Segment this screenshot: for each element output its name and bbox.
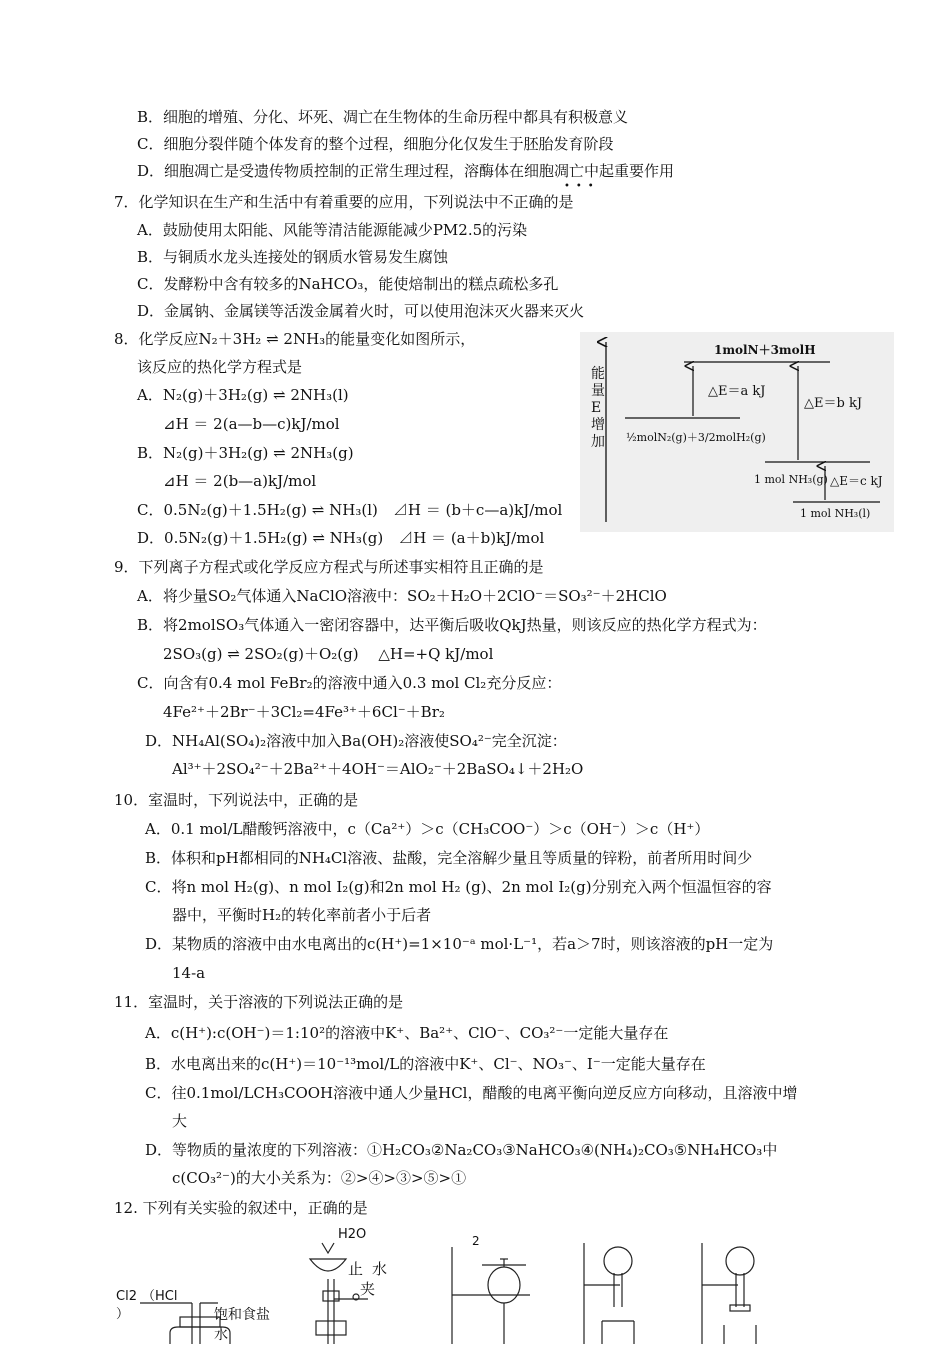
energy-axis-label: 能量E增加 [591, 366, 605, 450]
label-hcl: （HCl [142, 1289, 178, 1304]
q6-option-d: D．细胞凋亡是受遗传物质控制的正常生理过程，溶酶体在细胞凋亡中起重要作用 [137, 162, 675, 180]
label-delta-a: △E＝a kJ [708, 384, 766, 399]
label-clamp-1: 止 [348, 1260, 364, 1278]
q9-option-d-eq: Al³⁺＋2SO₄²⁻＋2Ba²⁺＋4OH⁻＝AlO₂⁻＋2BaSO₄↓＋2H₂O [172, 760, 584, 778]
label-nh3-gas: 1 mol NH₃(g) [754, 473, 828, 486]
flask-stand-2 [702, 1243, 756, 1344]
q10-option-c-cont: 器中，平衡时H₂的转化率前者小于后者 [172, 906, 432, 924]
q10-stem: 10．室温时，下列说法中，正确的是 [114, 791, 359, 809]
q9-option-a: A．将少量SO₂气体通入NaClO溶液中：SO₂＋H₂O＋2ClO⁻＝SO₃²⁻＋2HClO [137, 587, 667, 605]
q10-option-d: D．某物质的溶液中由水电离出的c(H⁺)=1×10⁻ᵃ mol·L⁻¹，若a＞7时，则该溶液的pH一定为 [145, 935, 774, 953]
label-clamp-3: 夹 [360, 1280, 376, 1298]
label-delta-c: △E＝c kJ [830, 474, 883, 488]
q6-option-b: B．细胞的增殖、分化、坏死、凋亡在生物体的生命历程中都具有积极意义 [137, 108, 629, 126]
label-h2o: H2O [338, 1227, 367, 1242]
q10-option-a: A．0.1 mol/L醋酸钙溶液中，c（Ca²⁺）＞c（CH₃COO⁻）＞c（OH⁻）＞c（H⁺） [145, 820, 710, 838]
q7-option-c: C．发酵粉中含有较多的NaHCO₃，能使焙制出的糕点疏松多孔 [137, 275, 559, 293]
q7-option-b: B．与铜质水龙头连接处的钢质水管易发生腐蚀 [137, 248, 449, 266]
label-paren: ） [116, 1307, 130, 1322]
apparatus-figures [110, 1225, 830, 1344]
label-num-2: 2 [472, 1234, 480, 1248]
q8-option-b-dh: ⊿H ＝ 2(b—a)kJ/mol [163, 472, 317, 490]
q11-option-d-cont: c(CO₃²⁻)的大小关系为：②>④>③>⑤>① [172, 1169, 467, 1187]
q11-stem: 11．室温时，关于溶液的下列说法正确的是 [114, 993, 404, 1011]
separatory-funnel-stand [452, 1247, 530, 1344]
q9-option-c: C．向含有0.4 mol FeBr₂的溶液中通入0.3 mol Cl₂充分反应： [137, 674, 562, 692]
q9-option-b: B．将2molSO₃气体通入一密闭容器中，达平衡后吸收QkJ热量，则该反应的热化学方程式为： [137, 616, 767, 634]
q7-stem: 7．化学知识在生产和生活中有着重要的应用，下列说法中不正确的是 [114, 193, 574, 211]
label-reactants: ½molN₂(g)＋3/2molH₂(g) [626, 431, 766, 444]
q9-stem: 9．下列离子方程式或化学反应方程式与所述事实相符且正确的是 [114, 558, 544, 576]
q11-option-d: D．等物质的量浓度的下列溶液：①H₂CO₃②Na₂CO₃③NaHCO₃④(NH₄)₂CO₃⑤NH₄HCO₃中 [145, 1141, 778, 1159]
q7-option-d: D．金属钠、金属镁等活泼金属着火时，可以使用泡沫灭火器来灭火 [137, 302, 585, 320]
q8-option-c: C．0.5N₂(g)＋1.5H₂(g) ⇌ NH₃(l) ⊿H ＝ (b＋c—a)kJ/mol [137, 501, 563, 519]
label-cl2: Cl2 [116, 1289, 137, 1304]
q10-option-d-cont: 14-a [172, 964, 206, 982]
label-brine: 饱和食盐 [214, 1307, 270, 1323]
q8-option-d: D．0.5N₂(g)＋1.5H₂(g) ⇌ NH₃(g) ⊿H ＝ (a＋b)kJ/mol [137, 529, 545, 547]
q8-option-b-eq: B．N₂(g)＋3H₂(g) ⇌ 2NH₃(g) [137, 444, 354, 462]
label-clamp-2: 水 [372, 1260, 388, 1278]
q8-stem-2: 该反应的热化学方程式是 [137, 358, 303, 376]
q12-stem: 12. 下列有关实验的叙述中，正确的是 [114, 1199, 368, 1217]
label-water: 水 [214, 1327, 228, 1343]
q11-option-c: C．往0.1mol/LCH₃COOH溶液中通人少量HCl，醋酸的电离平衡向逆反应方向移动，且溶液中增 [145, 1084, 798, 1102]
flask-stand-1 [584, 1243, 634, 1344]
q8-option-a-dh: ⊿H ＝ 2(a—b—c)kJ/mol [163, 415, 340, 433]
label-delta-b: △E＝b kJ [804, 396, 863, 411]
q8-option-a-eq: A．N₂(g)＋3H₂(g) ⇌ 2NH₃(l) [137, 386, 349, 404]
label-nh3-liquid: 1 mol NH₃(l) [800, 507, 871, 520]
q10-option-b: B．体积和pH都相同的NH₄Cl溶液、盐酸，完全溶解少量且等质量的锌粉，前者所用时间少 [145, 849, 753, 867]
emphasis-dots: ••• [564, 181, 600, 192]
q10-option-c: C．将n mol H₂(g)、n mol I₂(g)和2n mol H₂ (g)、2n mol I₂(g)分别充入两个恒温恒容的容 [145, 878, 772, 896]
q6-option-c: C．细胞分裂伴随个体发育的整个过程，细胞分化仅发生于胚胎发育阶段 [137, 135, 614, 153]
energy-diagram [580, 332, 894, 532]
q9-option-d: D．NH₄Al(SO₄)₂溶液中加入Ba(OH)₂溶液使SO₄²⁻完全沉淀： [145, 732, 567, 750]
q8-stem: 8．化学反应N₂＋3H₂ ⇌ 2NH₃的能量变化如图所示， [114, 330, 476, 348]
q7-option-a: A．鼓励使用太阳能、风能等清洁能源能减少PM2.5的污染 [137, 221, 528, 239]
q9-option-b-eq: 2SO₃(g) ⇌ 2SO₂(g)＋O₂(g) △H=+Q kJ/mol [163, 645, 494, 663]
q11-option-c-cont: 大 [172, 1112, 188, 1130]
q11-option-a: A．c(H⁺):c(OH⁻)＝1:10²的溶液中K⁺、Ba²⁺、ClO⁻、CO₃²⁻一定能大量存在 [145, 1024, 669, 1042]
q11-option-b: B．水电离出来的c(H⁺)＝10⁻¹³mol/L的溶液中K⁺、Cl⁻、NO₃⁻、I⁻一定能大量存在 [145, 1055, 706, 1073]
label-atoms: 1molN＋3molH [714, 343, 816, 357]
q9-option-c-eq: 4Fe²⁺＋2Br⁻＋3Cl₂=4Fe³⁺＋6Cl⁻＋Br₂ [163, 703, 445, 721]
